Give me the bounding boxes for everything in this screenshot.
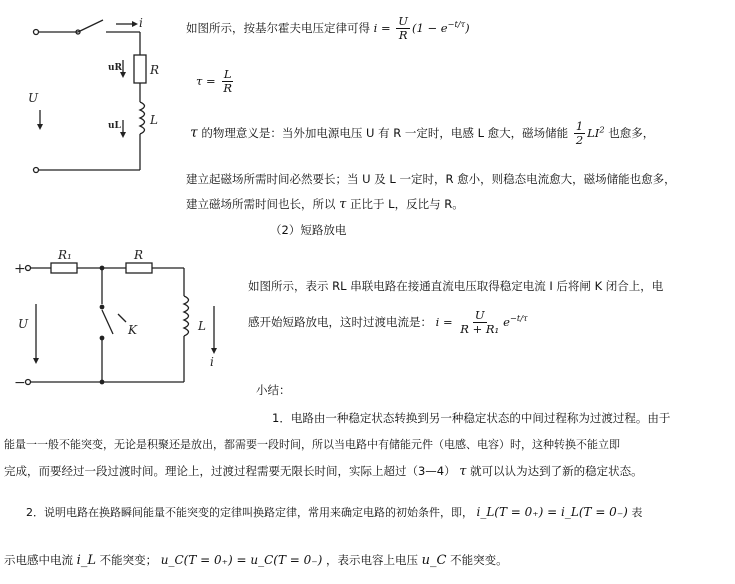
tau-meaning-line2: 建立起磁场所需时间必然要长；当 U 及 L 一定时，R 愈小，则稳态电流愈大，磁场储能也愈多， xyxy=(186,172,676,186)
tau-definition xyxy=(196,68,236,95)
formula-i-lhs: i = xyxy=(373,20,391,35)
label-uL: uL xyxy=(108,121,121,131)
item2-formula2: u_C(T = 0₊) = u_C(T = 0₋) xyxy=(160,553,323,567)
section2-line1: 如图所示，表示 RL 串联电路在接通直流电压取得稳定电流 I 后将闸 K 闭合上，电 xyxy=(248,279,664,293)
resistor-R xyxy=(134,55,146,83)
discharge-den: R + R₁ xyxy=(460,321,500,336)
label-i-2: i xyxy=(210,355,214,369)
item2-line1-end: 表 xyxy=(631,506,643,519)
label-L: L xyxy=(150,113,158,127)
item2-line2-a: 示电感中电流 xyxy=(4,553,73,567)
energy-expr: LI xyxy=(587,126,600,141)
meaning-text-a: 的物理意义是：当外加电源电压 U 有 R 一定时，电感 L 愈大，磁场储能 xyxy=(201,126,569,141)
item2-iL: i_L xyxy=(76,553,96,568)
terminal-top xyxy=(34,30,39,35)
tau-den-R: R xyxy=(223,81,232,96)
section2-line2 xyxy=(248,300,528,340)
terminal-minus xyxy=(26,380,31,385)
formula-paren-close: ) xyxy=(465,20,470,35)
item2-formula1: i_L(T = 0₊) = i_L(T = 0₋) xyxy=(476,505,628,519)
label-i: i xyxy=(139,16,143,30)
current-arrow-head xyxy=(132,21,138,27)
label-R1: R₁ xyxy=(58,248,72,262)
summary-item2-line1 xyxy=(26,504,642,520)
discharge-num: U xyxy=(474,307,485,322)
inductor-L xyxy=(140,102,145,134)
section2-line2-text: 感开始短路放电，这时过渡电流是： xyxy=(248,314,432,329)
uL-arrow-head xyxy=(120,132,126,138)
tau-symbol: τ xyxy=(190,125,198,142)
summary-item2-line2 xyxy=(4,552,508,568)
formula-num-U: U xyxy=(398,13,408,28)
tau-meaning-line3 xyxy=(186,196,464,212)
switch-blade-K xyxy=(102,310,113,334)
item2-line2-d: 不能突变。 xyxy=(450,553,508,567)
inductor-L2 xyxy=(184,296,189,336)
meaning-text-b: 也愈多， xyxy=(608,126,655,141)
summary-item1-line3 xyxy=(4,463,643,479)
tau-lhs: τ = xyxy=(196,74,216,89)
tau-fraction xyxy=(221,68,234,95)
label-plus: + xyxy=(14,261,26,277)
tau-meaning-line1 xyxy=(190,120,654,147)
node-bottom xyxy=(100,380,105,385)
item2-line2-b: 不能突变； xyxy=(99,553,158,567)
i-arrow-head xyxy=(211,348,217,354)
switch-contact-top xyxy=(100,305,105,310)
item2-line2-c: ，表示电容上电压 xyxy=(325,553,418,567)
item1-tau: τ xyxy=(459,464,467,479)
formula-fraction-U-R xyxy=(396,15,410,42)
energy-fraction xyxy=(574,120,585,147)
switch-contact-bottom xyxy=(100,336,105,341)
formula-paren-open: (1 − e xyxy=(412,20,448,35)
tau-num-L: L xyxy=(223,67,232,81)
kvl-intro-text: 如图所示，按基尔霍夫电压定律可得 xyxy=(186,20,370,35)
label-R: R xyxy=(150,63,160,77)
resistor-R1 xyxy=(51,263,77,273)
label-uR: uR xyxy=(108,63,123,73)
K-arrow-shaft xyxy=(118,314,126,322)
discharge-exponent: −t/τ xyxy=(509,313,528,323)
switch-blade xyxy=(78,20,103,32)
terminal-plus xyxy=(26,266,31,271)
summary-item1-line2: 能量一一般不能突变，无论是积聚还是放出，都需要一段时间，所以当电路中有储能元件（电感、电容）时，这种转换不能立即 xyxy=(4,438,620,451)
energy-power: 2 xyxy=(599,124,605,135)
label-U-2: U xyxy=(18,317,29,331)
energy-num: 1 xyxy=(575,119,584,133)
U-arrow-head xyxy=(37,124,43,130)
discharge-fraction xyxy=(458,309,501,336)
discharge-e: e xyxy=(503,314,510,329)
circuit-diagram-2 xyxy=(6,248,226,388)
line3-tau: τ xyxy=(339,197,347,212)
item2-uC: u_C xyxy=(421,553,447,568)
item2-line1-text: 2．说明电路在换路瞬间能量不能突变的定律叫换路定律，常用来确定电路的初始条件，即， xyxy=(26,506,473,519)
U-arrow-head-2 xyxy=(33,358,39,364)
summary-item1-line1: 1．电路由一种稳定状态转换到另一种稳定状态的中间过程称为过渡过程。由于 xyxy=(272,411,671,425)
section2-heading: （2）短路放电 xyxy=(270,223,347,237)
node-top xyxy=(100,266,105,271)
terminal-bottom xyxy=(34,168,39,173)
item1-line3-end: 就可以认为达到了新的稳定状态。 xyxy=(470,464,643,478)
label-K: K xyxy=(128,323,137,337)
line3-text-a: 建立磁场所需时间也长，所以 xyxy=(186,197,336,211)
formula-exponent: −t/τ xyxy=(447,19,466,29)
line3-text-b: 正比于 L，反比与 R。 xyxy=(350,197,464,211)
label-U: U xyxy=(28,91,39,105)
circuit-diagram-1 xyxy=(28,10,168,190)
energy-den: 2 xyxy=(575,133,584,148)
label-L-2: L xyxy=(198,319,206,333)
label-R-2: R xyxy=(134,248,144,262)
item1-line3-text: 完成，而要经过一段过渡时间。理论上，过渡过程需要无限长时间，实际上超过（3—4） xyxy=(4,464,456,478)
kvl-equation-line xyxy=(186,10,470,42)
formula-den-R: R xyxy=(398,27,408,42)
summary-title: 小结： xyxy=(256,383,291,397)
discharge-formula-lhs: i = xyxy=(435,314,453,329)
label-minus: − xyxy=(14,375,26,388)
resistor-R xyxy=(126,263,152,273)
